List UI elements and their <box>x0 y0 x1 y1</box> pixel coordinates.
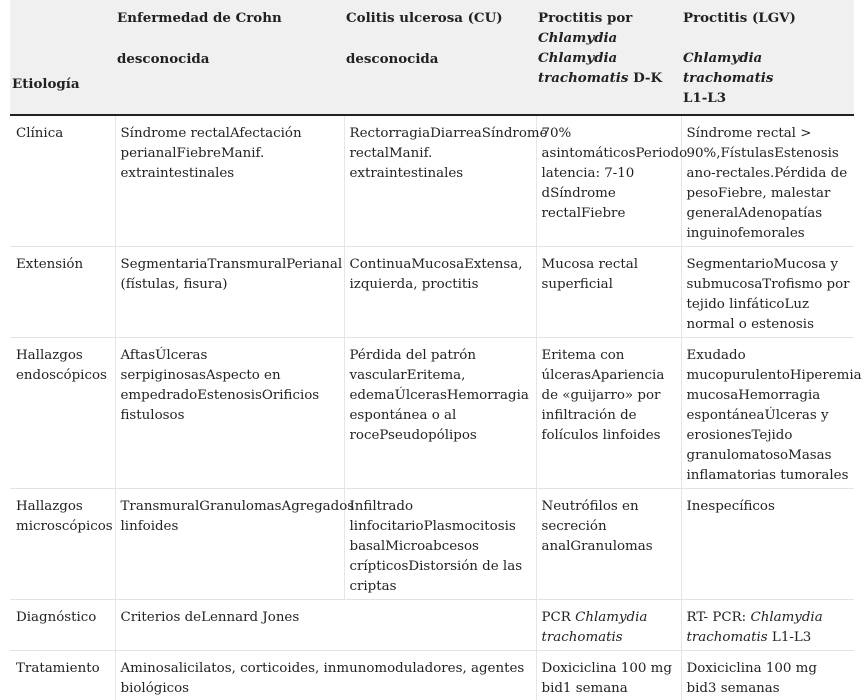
row-label-extension: Extensión <box>10 246 115 337</box>
header-cu-etiology: desconocida <box>346 51 439 67</box>
cell-diagnostico-lgv-c: L1-L3 <box>767 629 812 645</box>
table-row <box>10 337 854 488</box>
table-row <box>10 488 854 599</box>
header-cu <box>344 0 536 115</box>
header-proctitis-lgv-title: Proctitis (LGV) <box>683 10 796 26</box>
row-label-tratamiento: Tratamiento <box>10 650 115 700</box>
cell-extension-dk: Mucosa rectal superficial <box>536 246 681 337</box>
cell-diagnostico-dk-b: Chlamydia trachomatis <box>541 609 648 645</box>
header-crohn-title: Enfermedad de Crohn <box>117 10 282 26</box>
cell-endoscopicos-crohn: AftasÚlceras serpiginosasAspecto en empedradoEstenosisOrificios fistulosos <box>115 337 344 488</box>
cell-microscopicos-lgv: Inespecíficos <box>681 488 854 599</box>
table-row <box>10 650 854 700</box>
header-proctitis-lgv-etiology-a: Chlamydia trachomatis <box>683 50 774 86</box>
cell-endoscopicos-dk: Eritema con úlcerasApariencia de «guijarro» por infiltración de folículos linfoides <box>536 337 681 488</box>
cell-clinica-lgv: Síndrome rectal > 90%,FístulasEstenosis ano-rectales.Pérdida de pesoFiebre, malestar generalAdenopatías inguinofemorales <box>681 115 854 246</box>
header-proctitis-dk-title-a: Proctitis por <box>538 10 633 26</box>
header-crohn-etiology: desconocida <box>117 51 210 67</box>
header-etiologia <box>10 0 115 115</box>
cell-diagnostico-crohn-cu: Criterios deLennard Jones <box>115 599 536 650</box>
cell-extension-lgv: SegmentarioMucosa y submucosaTrofismo por tejido linfáticoLuz normal o estenosis <box>681 246 854 337</box>
header-proctitis-dk-etiology-b: trachomatis <box>538 70 629 86</box>
header-proctitis-dk-etiology-c: D-K <box>628 70 663 86</box>
row-label-endoscopicos: Hallazgos endoscópicos <box>10 337 115 488</box>
cell-microscopicos-cu: Infiltrado linfocitarioPlasmocitosis basalMicroabcesos crípticosDistorsión de las criptas <box>344 488 536 599</box>
comparison-table <box>10 0 862 700</box>
header-crohn <box>115 0 344 115</box>
table-row <box>10 599 854 650</box>
cell-diagnostico-dk <box>536 599 681 650</box>
row-label-diagnostico: Diagnóstico <box>10 599 115 650</box>
cell-clinica-cu: RectorragiaDiarreaSíndrome rectalManif. extraintestinales <box>344 115 536 246</box>
table-row <box>10 115 854 246</box>
cell-tratamiento-lgv: Doxiciclina 100 mg bid3 semanas <box>686 660 817 696</box>
cell-diagnostico-dk-a: PCR <box>541 609 576 625</box>
cell-endoscopicos-cu: Pérdida del patrón vascularEritema, edemaÚlcerasHemorragia espontánea o al rocePseudopólipos <box>344 337 536 488</box>
cell-extension-crohn: SegmentariaTransmuralPerianal (fístulas, fisura) <box>115 246 344 337</box>
cell-clinica-dk: 70% asintomáticosPeriodo latencia: 7-10 dSíndrome rectalFiebre <box>536 115 681 246</box>
header-proctitis-dk-title-b: Chlamydia <box>538 30 618 46</box>
row-label-microscopicos: Hallazgos microscópicos <box>10 488 115 599</box>
table-row <box>10 246 854 337</box>
header-proctitis-lgv-etiology-b: L1-L3 <box>683 90 727 106</box>
header-proctitis-dk <box>536 0 681 115</box>
cell-tratamiento-dk: Doxiciclina 100 mg bid1 semana <box>536 650 681 700</box>
cell-microscopicos-dk: Neutrófilos en secreción analGranulomas <box>536 488 681 599</box>
cell-tratamiento-crohn-cu: Aminosalicilatos, corticoides, inmunomoduladores, agentes biológicos <box>115 650 536 700</box>
cell-endoscopicos-lgv: Exudado mucopurulentoHiperemia mucosaHemorragia espontáneaÚlceras y erosionesTejido granulomatosoMasas inflamatorias tumorales <box>681 337 854 488</box>
header-proctitis-dk-etiology-a: Chlamydia <box>538 50 618 66</box>
cell-extension-cu: ContinuaMucosaExtensa, izquierda, proctitis <box>344 246 536 337</box>
row-label-clinica: Clínica <box>10 115 115 246</box>
cell-diagnostico-lgv-a: RT- PCR: <box>686 609 751 625</box>
header-proctitis-lgv <box>681 0 854 115</box>
cell-clinica-crohn: Síndrome rectalAfectación perianalFiebreManif. extraintestinales <box>115 115 344 246</box>
cell-diagnostico-lgv-b: Chlamydia trachomatis <box>686 609 823 645</box>
header-cu-title: Colitis ulcerosa (CU) <box>346 10 503 26</box>
cell-diagnostico-lgv <box>681 599 854 650</box>
cell-microscopicos-crohn: TransmuralGranulomasAgregados linfoides <box>115 488 344 599</box>
header-row <box>10 0 854 115</box>
header-etiologia-label: Etiología <box>12 76 80 92</box>
